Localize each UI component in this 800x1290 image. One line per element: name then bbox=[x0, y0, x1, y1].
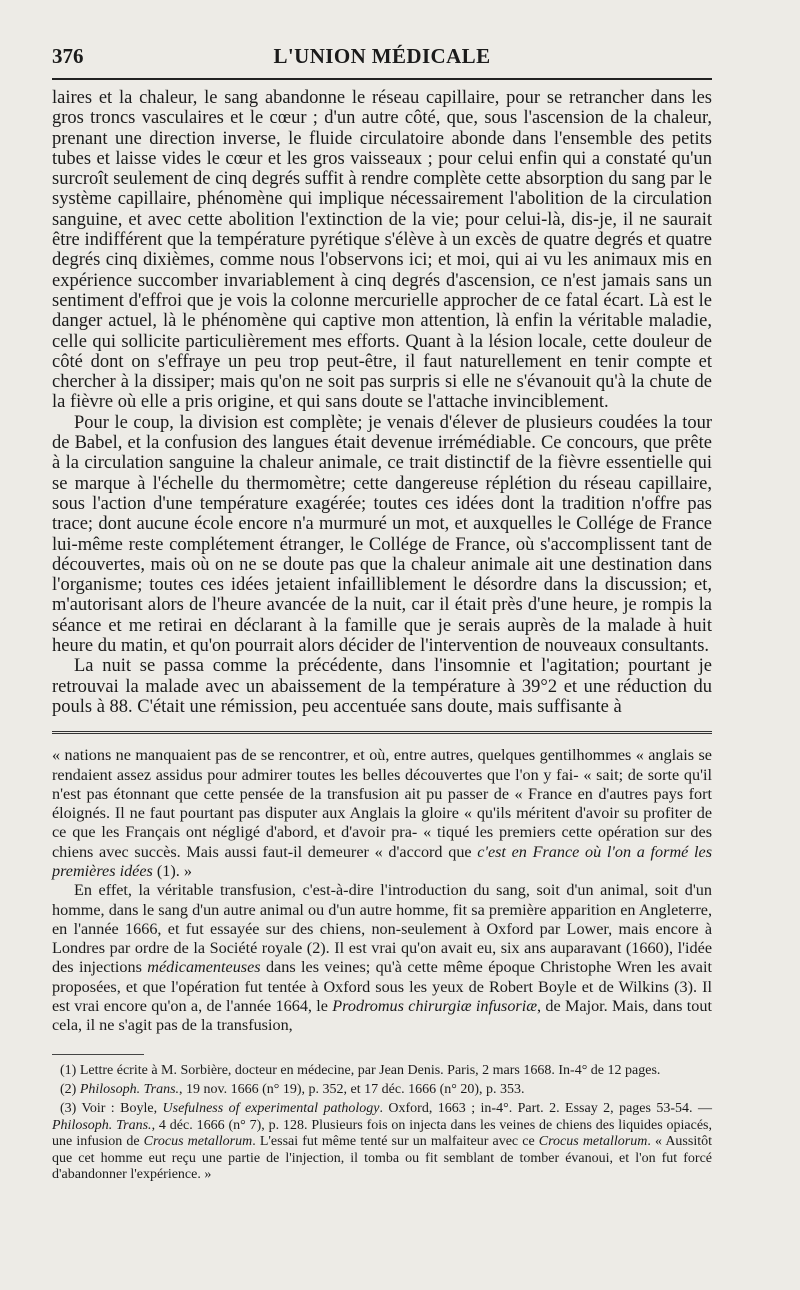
footnote-3-text-c: , 4 déc. 1666 (n° 7), p. 128. Plusieurs fois on injecta dans les veines de chiens des liquides opiacés, une infusion de bbox=[52, 1117, 712, 1150]
footnote-rule bbox=[52, 1054, 144, 1055]
footnote-3-italic-4: Crocus metallorum bbox=[538, 1134, 648, 1150]
footnote-1 bbox=[52, 1063, 712, 1079]
transfusion-paragraph bbox=[52, 881, 712, 1035]
footnote-3 bbox=[52, 1101, 712, 1183]
footnote-2-text-b: , 19 nov. 1666 (n° 19), p. 352, et 17 déc. 1666 (n° 20), p. 353. bbox=[179, 1082, 525, 1098]
footnote-3-italic-2: Philosoph. Trans. bbox=[52, 1117, 152, 1133]
page-number: 376 bbox=[52, 44, 84, 68]
paragraph-1: laires et la chaleur, le sang abandonne le réseau capillaire, pour se retrancher dans les gros troncs vasculaires et le cœur ; d'un autre côté, que, sous l'ascension de la chaleur, prenant une direction inverse, le fluide circulatoire abonde dans l'ensemble des petits tubes et laisse vides le cœur et les gros vaisseaux ; pour celui enfin qui a constaté qu'un surcroît seulement de cinq degrés suffit à rendre complète cette absorption du sang par le système capillaire, phénomène qui implique nécessairement l'abolition de la circulation sanguine, et avec cette abolition l'extinction de la vie; pour celui-là, dis-je, il ne saurait être indifférent que la température pyrétique s'élève à un excès de quatre degrés et quatre degrés cinq dixièmes, comme nous l'observons ici; et moi, qui ai vu les animaux mis en expérience succomber invariablement à cinq degrés d'ascension, ce n'est jamais sans un sentiment d'effroi que je vois la colonne mercurielle approcher de ce fatal écart. Là est le danger actuel, là le phénomène qui captive mon attention, là enfin la véritable maladie, celle qui sollicite particulièrement mes efforts. Quant à la lésion locale, cette douleur de côté dont on s'effraye un peu trop peut-être, il faut naturellement en tenir compte et chercher à la dissiper; mais qu'on ne soit pas surpris si elle ne s'évanouit qu'à la chute de la fièvre où elle a pris origine, et qui sans doute se l'attache invinciblement. bbox=[52, 88, 712, 413]
page-header bbox=[52, 44, 712, 72]
footnote-3-text-e: . « Aussitôt que cet homme eut reçu une partie de l'injection, il tomba ou fit semblant de tomber évanoui, et l'on fut forcé d'abandonner l'expérience. » bbox=[52, 1134, 712, 1183]
paragraph-2: Pour le coup, la division est complète; je venais d'élever de plusieurs coudées la tour de Babel, et la confusion des langues était devenue irrémédiable. Ce concours, que prête à la circulation sanguine la chaleur animale, ce trait distinctif de la fièvre essentielle qui se marque à l'échelle du thermomètre; cette dangereuse réplétion du réseau capillaire, sous l'action d'une température exagérée; toutes ces idées dont la tradition n'offre pas trace; dont aucune école encore n'a murmuré un mot, et auxquelles le Collége de France lui-même reste complétement étranger, le Collége de France, où s'accomplissent tant de découvertes, mais où on ne se doute pas que la chaleur animale ait une destination dans l'organisme; toutes ces idées jetaient infailliblement le désordre dans la discussion; et, m'autorisant alors de l'heure avancée de la nuit, car il était près d'une heure, je rompis la séance et me retirai en déclarant à la famille que je serais auprès de la malade à huit heure du matin, et qu'on pourrait alors décider de l'intervention de nouveaux consultants. bbox=[52, 412, 712, 657]
header-rule bbox=[52, 78, 712, 80]
transfusion-text-c: , de Major. Mais, dans tout cela, il ne s'agit pas de la transfusion, bbox=[52, 997, 712, 1035]
footnote-3-text-a: (3) Voir : Boyle, bbox=[60, 1101, 163, 1117]
footnote-3-italic-3: Crocus metallorum bbox=[143, 1134, 253, 1150]
transfusion-text-b: dans les veines; qu'à cette même époque Christophe Wren les avait proposées, et que l'opération fut tentée à Oxford sous les yeux de Robert Boyle et de Wilkins (3). Il est vrai encore qu'on a, de l'année 1664, le bbox=[52, 958, 712, 1016]
running-title: L'UNION MÉDICALE bbox=[273, 44, 491, 68]
paragraph-3: La nuit se passa comme la précédente, dans l'insomnie et l'agitation; pourtant je retrouvai la malade avec un abaissement de la température à 39°2 et une réduction du pouls à 88. C'était une rémission, peu accentuée sans doute, mais suffisante à bbox=[52, 656, 712, 717]
main-body bbox=[52, 88, 712, 717]
footnote-1-text: (1) Lettre écrite à M. Sorbière, docteur en médecine, par Jean Denis. Paris, 2 mars 1668. In-4° de 12 pages. bbox=[60, 1062, 661, 1078]
footnote-2-text-a: (2) bbox=[60, 1082, 80, 1098]
footnote-2 bbox=[52, 1082, 712, 1098]
quoted-passage bbox=[52, 746, 712, 881]
footnote-3-text-d: . L'essai fut même tenté sur un malfaiteur avec ce bbox=[252, 1134, 539, 1150]
footnotes bbox=[52, 1063, 712, 1184]
transfusion-italic-2: Prodromus chirurgiæ infusoriæ bbox=[332, 997, 538, 1016]
footnote-3-italic-1: Usefulness of experimental pathology bbox=[162, 1101, 380, 1117]
transfusion-italic-1: médicamenteuses bbox=[147, 958, 261, 977]
quote-text-after: (1). » bbox=[152, 861, 192, 880]
transfusion-text-a: En effet, la véritable transfusion, c'est-à-dire l'introduction du sang, soit d'un animal, soit d'un homme, dans le sang d'un autre animal ou d'un autre homme, fit sa première apparition en Angleterre, en l'année 1666, et fut essayée sur des chiens, non-seulement à Oxford par Lower, mais encore à Londres par ordre de la Société royale (2). Il est vrai qu'on avait eu, six ans auparavant (1660), l'idée des injections bbox=[52, 881, 712, 977]
quote-italic-phrase: c'est en France où l'on a formé les premières idées bbox=[52, 842, 713, 880]
footnote-3-text-b: . Oxford, 1663 ; in-4°. Part. 2. Essay 2, pages 53-54. — bbox=[379, 1101, 712, 1117]
continued-article bbox=[52, 746, 712, 1035]
quote-text-before: « nations ne manquaient pas de se rencontrer, et où, entre autres, quelques gentilhommes « anglais se rendaient assez assidus pour admirer toutes les belles découvertes que l'on y fai- « sait; de sorte qu'il n'est pas étonnant que cette pensée de la transfusion ait pu passer de « France en d'autres pays fort éloignés. Il ne faut pourtant pas disputer aux Anglais la gloire « qu'ils méritent d'avoir su profiter de ce que les Français ont négligé d'abord, et d'avoir pra- « tiqué les premiers cette opération sur des chiens avec succès. Mais aussi faut-il demeurer « d'accord que bbox=[52, 746, 712, 861]
section-divider bbox=[52, 731, 712, 734]
footnote-2-italic: Philosoph. Trans. bbox=[79, 1082, 180, 1098]
